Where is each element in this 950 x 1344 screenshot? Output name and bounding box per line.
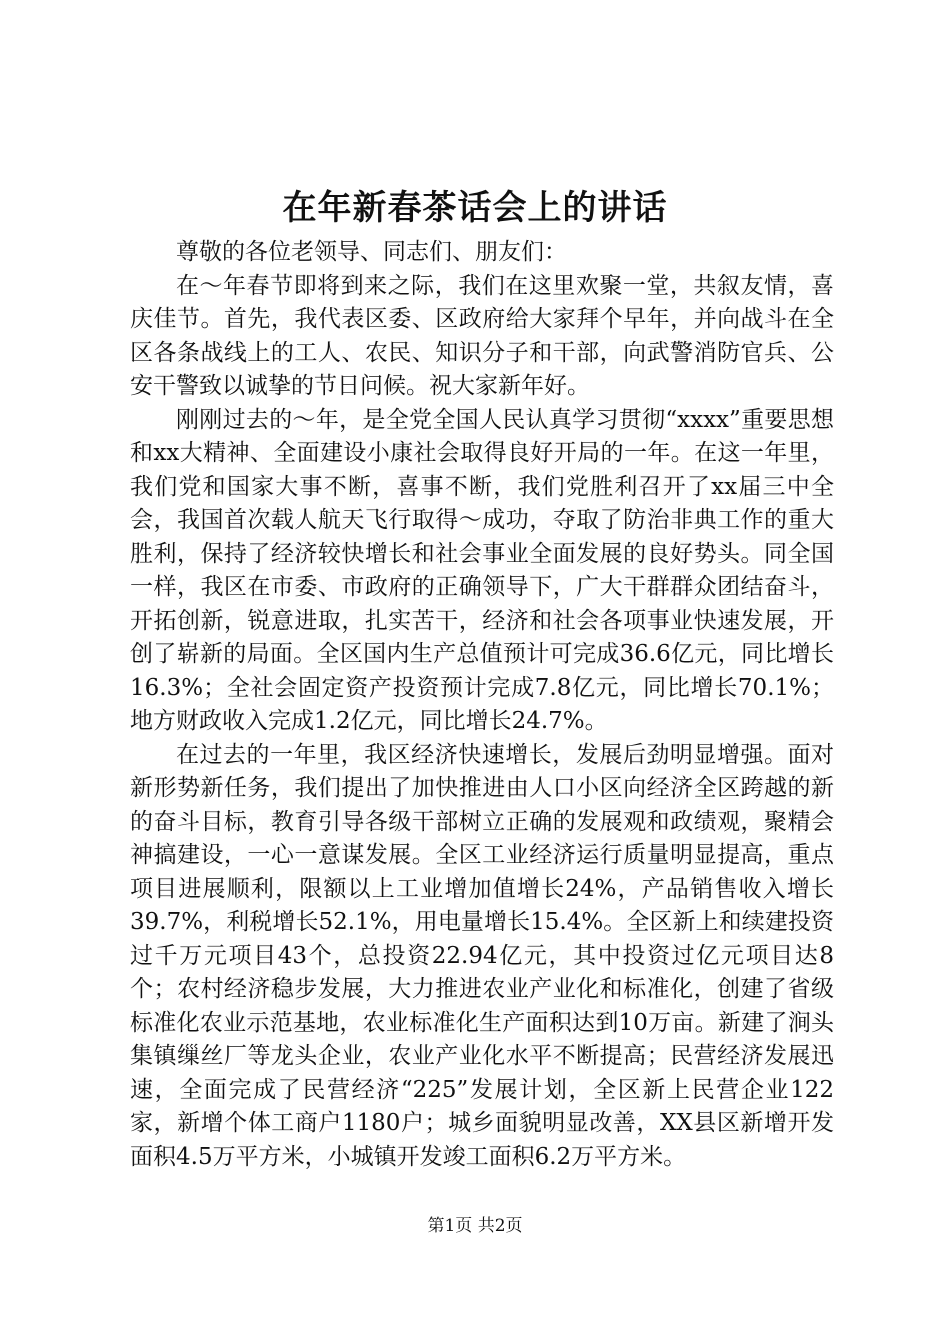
paragraph-1: 在～年春节即将到来之际，我们在这里欢聚一堂，共叙友情，喜庆佳节。首先，我代表区委、区政府给大家拜个早年，并向战斗在全区各条战线上的工人、农民、知识分子和干部，向武警消防官兵、公安干警致以诚挚的节日问候。祝大家新年好。 [130, 272, 834, 399]
document-body [130, 236, 834, 1174]
salutation: 尊敬的各位老领导、同志们、朋友们： [176, 239, 567, 265]
paragraph-3: 在过去的一年里，我区经济快速增长，发展后劲明显增强。面对新形势新任务，我们提出了加快推进由人口小区向经济全区跨越的新的奋斗目标，教育引导各级干部树立正确的发展观和政绩观，聚精会神搞建设，一心一意谋发展。全区工业经济运行质量明显提高，重点项目进展顺利，限额以上工业增加值增长24%，产品销售收入增长39.7%，利税增长52.1%，用电量增长15.4%。全区新上和续建投资过千万元项目43个，总投资22.94亿元，其中投资过亿元项目达8个；农村经济稳步发展，大力推进农业产业化和标准化，创建了省级标准化农业示范基地，农业标准化生产面积达到10万亩。新建了涧头集镇缫丝厂等龙头企业，农业产业化水平不断提高；民营经济发展迅速，全面完成了民营经济“225”发展计划，全区新上民营企业122家，新增个体工商户1180户；城乡面貌明显改善，XX县区新增开发面积4.5万平方米，小城镇开发竣工面积6.2万平方米。 [130, 741, 834, 1170]
document-title: 在年新春茶话会上的讲话 [282, 188, 668, 228]
page-number: 第1页 共2页 [427, 1216, 523, 1236]
page-footer [0, 1214, 950, 1238]
paragraph-2: 刚刚过去的～年，是全党全国人民认真学习贯彻“xxxx”重要思想和xx大精神、全面建设小康社会取得良好开局的一年。在这一年里，我们党和国家大事不断，喜事不断，我们党胜利召开了xx届三中全会，我国首次载人航天飞行取得～成功，夺取了防治非典工作的重大胜利，保持了经济较快增长和社会事业全面发展的良好势头。同全国一样，我区在市委、市政府的正确领导下，广大干群群众团结奋斗，开拓创新，锐意进取，扎实苦干，经济和社会各项事业快速发展，开创了崭新的局面。全区国内生产总值预计可完成36.6亿元，同比增长16.3%；全社会固定资产投资预计完成7.8亿元，同比增长70.1%；地方财政收入完成1.2亿元，同比增长24.7%。 [130, 406, 834, 734]
